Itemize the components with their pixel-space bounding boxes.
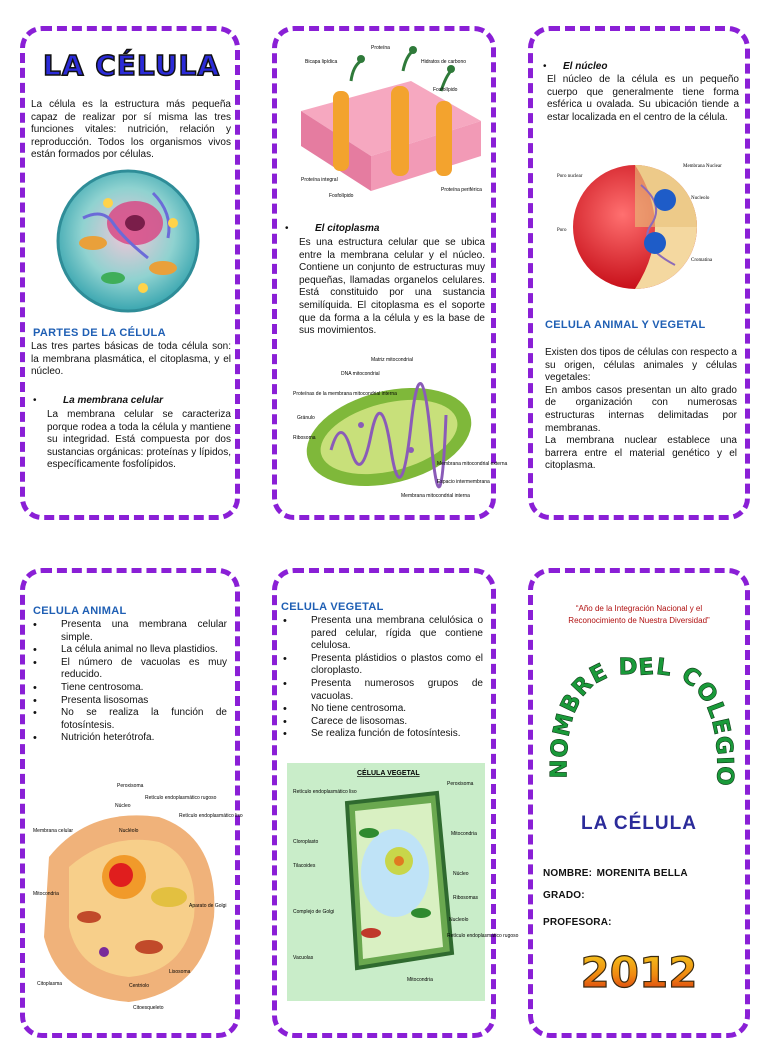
animal-vegetal-paragraph: Existen dos tipos de células con respecto a su origen, células animales y células vegetales: [545, 347, 737, 384]
mito-label: Membrana mitocondrial interna [401, 493, 470, 499]
intro-text: La célula es la estructura más pequeña capaz de realizar por sí misma las tres funciones vitales: nutrición, relación y reproducción. Todos los organismos vivos están formados por células. [31, 99, 231, 161]
motto-text: “Año de la Integración Nacional y el Reconocimiento de Nuestra Diversidad” [568, 604, 710, 625]
membrane-label: Proteína integral [301, 177, 338, 183]
membrane-diagram [291, 41, 487, 211]
animal-label: Núcleo [115, 803, 131, 809]
nucleus-label: Cromatina [691, 258, 713, 263]
panel-portada [528, 568, 750, 1038]
panel-nucleo [528, 26, 750, 520]
nucleus-label: Membrana Nuclear [683, 164, 722, 169]
svg-text:NOMBRE DEL COLEGIO [547, 654, 738, 787]
mito-label: Membrana mitocondrial externa [437, 461, 508, 467]
parts-text: Las tres partes básicas de toda célula son: la membrana plasmática, el citoplasma, y el núcleo. [31, 341, 231, 378]
animal-label: Centriolo [129, 983, 150, 989]
mito-label: Ribosoma [293, 435, 316, 441]
animal-label: Citoesqueleto [133, 1005, 164, 1011]
plant-diagram-title: CÉLULA VEGETAL [357, 770, 420, 777]
list-item: • Se realiza función de fotosíntesis. [281, 728, 483, 741]
plant-label: Complejo de Golgi [293, 909, 335, 915]
animal-vegetal-heading: CELULA ANIMAL Y VEGETAL [545, 319, 706, 331]
animal-label: Membrana celular [33, 828, 74, 834]
plant-label: Mitocondria [451, 831, 477, 837]
list-item: • Nutrición heterótrofa. [31, 732, 227, 745]
plant-label: Tilacoides [293, 863, 316, 869]
bullet-dot: • [543, 61, 547, 72]
nombre-value: MORENITA BELLA [596, 868, 688, 879]
nucleus-label: Poro nuclear [557, 174, 583, 179]
panel-la-celula [20, 26, 240, 520]
animal-label: Nucléolo [119, 828, 139, 834]
list-item: • Presenta una membrana celulósica o pared celular, rígida que contiene celulosa. [281, 615, 483, 653]
plant-label: Retículo endoplasmático rugoso [447, 933, 519, 939]
animal-vegetal-paragraph: En ambos casos presentan un alto grado de organización con numerosas estructuras internas delimitadas por membranas. [545, 384, 737, 434]
animal-label: Lisosoma [169, 969, 191, 975]
profesora-label: PROFESORA: [543, 917, 612, 928]
nombre-row [543, 863, 688, 881]
nombre-label: NOMBRE: [543, 868, 593, 879]
cover-title: LA CÉLULA [581, 813, 697, 834]
cell-image [53, 163, 203, 318]
list-item: • El número de vacuolas es muy reducido. [31, 657, 227, 682]
list-item: • No tiene centrosoma. [281, 703, 483, 716]
list-item: • Presenta lisosomas [31, 695, 227, 708]
panel-celula-vegetal [272, 568, 519, 1038]
membrane-label: Bicapa lipídica [305, 59, 338, 65]
list-item: • Presenta numerosos grupos de vacuolas. [281, 678, 483, 703]
grado-label: GRADO: [543, 890, 585, 901]
membrane-label: Hidratos de carbono [421, 59, 467, 65]
animal-label: Retículo endoplasmático liso [179, 813, 243, 819]
plant-label: Ribosomas [453, 895, 479, 901]
membrane-label: Fosfolípido [433, 87, 458, 93]
list-item: • La célula animal no lleva plastidios. [31, 644, 227, 657]
mito-label: DNA mitocondrial [341, 371, 380, 377]
mitochondria-diagram [291, 355, 508, 505]
membrane-text: La membrana celular se caracteriza porque rodea a toda la célula y mantiene su integridad. Está compuesta por dos sustancias orgánicas: proteínas y lípidos, específicamente fosfolípidos. [47, 409, 231, 471]
membrane-label: Proteína periférica [441, 187, 482, 193]
list-item: • No se realiza la función de fotosíntesis. [31, 707, 227, 732]
cytoplasm-text: Es una estructura celular que se ubica entre la membrana celular y el núcleo. Contiene un conjunto de estructuras muy pequeñas, llamadas organelos celulares. Está constituido por una sustancia semilíquida. El citoplasma es el soporte que da forma a la célula y es la base de sus movimientos. [299, 237, 485, 337]
mito-label: Gránulo [297, 415, 315, 421]
mito-label: Proteínas de la membrana mitocondrial interna [293, 391, 397, 397]
nucleus-label: Nucleolo [691, 196, 710, 201]
plant-label: Mitocondria [407, 977, 433, 983]
nucleus-text: El núcleo de la célula es un pequeño cuerpo que generalmente tiene forma esférica u ovalada. Su ubicación tiende a estar localizada en el centro de la célula. [547, 74, 739, 123]
animal-label: Citoplasma [37, 981, 63, 987]
panel-citoplasma [272, 26, 508, 520]
bullet-dot: • [33, 395, 37, 406]
animal-label: Peroxisoma [117, 783, 144, 789]
plant-label: Nucleolo [449, 917, 469, 923]
membrane-label: Proteína [371, 45, 390, 51]
animal-cell-diagram [29, 777, 243, 1017]
plant-label: Retículo endoplasmático liso [293, 789, 357, 795]
year-text: 2012 [580, 948, 698, 997]
plant-label: Cloroplasto [293, 839, 319, 845]
nucleus-heading: El núcleo [563, 61, 608, 72]
plant-label: Vacuolas [293, 955, 314, 961]
membrane-label: Fosfolípido [329, 193, 354, 199]
list-item: • Presenta una membrana celular simple. [31, 619, 227, 644]
year-graphic [579, 943, 699, 997]
list-item: • Presenta plástidios o plastos como el cloroplasto. [281, 653, 483, 678]
animal-vegetal-text [545, 347, 737, 473]
animal-list [31, 619, 227, 745]
plant-label: Núcleo [453, 871, 469, 877]
nucleus-label: Poro [557, 228, 567, 233]
plant-label: Peroxisoma [447, 781, 474, 787]
animal-vegetal-paragraph: La membrana nuclear establece una barrera entre el material genético y el citoplasma. [545, 435, 737, 472]
nucleus-diagram [555, 155, 727, 295]
vegetal-heading: CELULA VEGETAL [281, 601, 384, 613]
animal-label: Retículo endoplasmático rugoso [145, 795, 217, 801]
vegetal-list [281, 615, 483, 741]
parts-heading: PARTES DE LA CÉLULA [33, 327, 166, 339]
school-name-arc [537, 635, 743, 805]
panel-title: LA CÉLULA [43, 49, 221, 82]
panel-celula-animal [20, 568, 243, 1038]
animal-label: Aparato de Golgi [189, 903, 227, 909]
list-item: • Tiene centrosoma. [31, 682, 227, 695]
list-item: • Carece de lisosomas. [281, 716, 483, 729]
membrane-heading: La membrana celular [63, 395, 164, 406]
bullet-dot: • [285, 223, 289, 234]
school-name-text: NOMBRE DEL COLEGIO [546, 653, 738, 788]
animal-heading: CELULA ANIMAL [33, 605, 127, 617]
cytoplasm-heading: El citoplasma [315, 223, 380, 234]
plant-cell-diagram [287, 763, 519, 1001]
mito-label: Espacio intermembrana [437, 479, 490, 485]
mito-label: Matriz mitocondrial [371, 357, 413, 363]
animal-label: Mitocondria [33, 891, 59, 897]
